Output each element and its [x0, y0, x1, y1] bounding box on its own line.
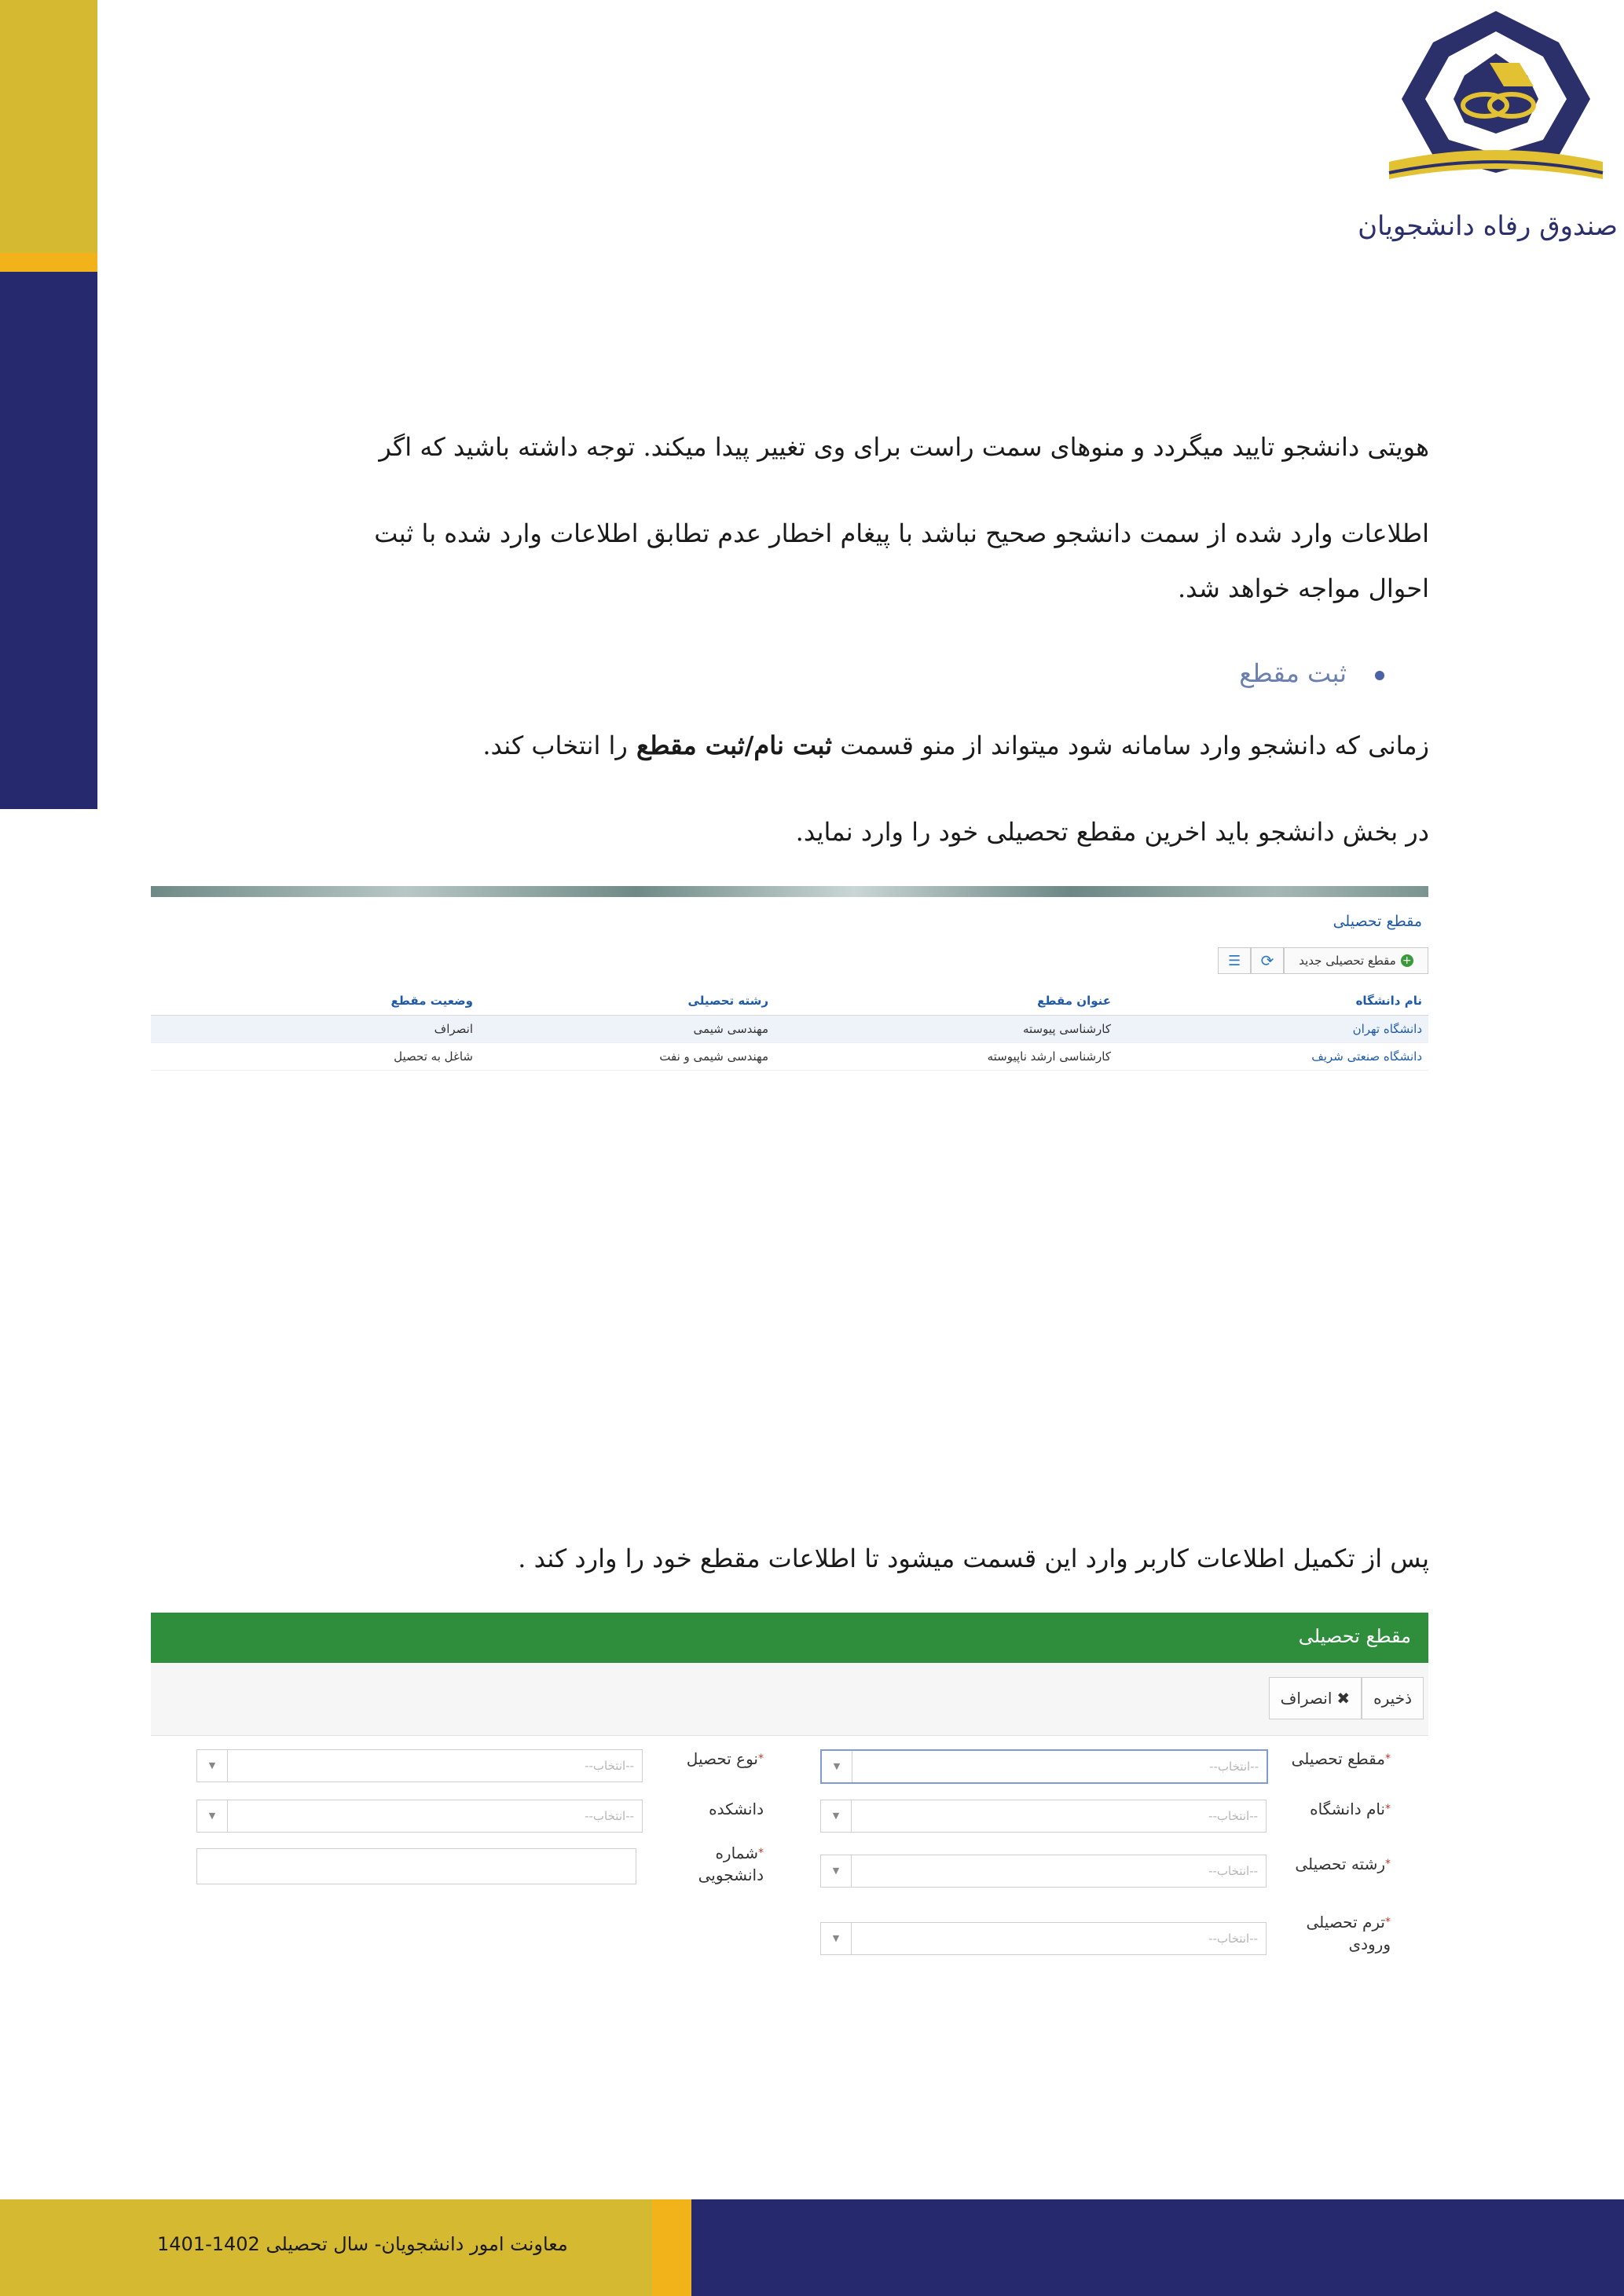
refresh-icon[interactable]: ⟳: [1251, 947, 1284, 974]
study-type-select[interactable]: --انتخاب-- ▼: [196, 1749, 643, 1782]
paragraph-4: [482, 731, 1429, 760]
table-row[interactable]: [151, 1043, 1428, 1071]
major-select[interactable]: --انتخاب-- ▼: [820, 1855, 1267, 1888]
side-bar-blue: [0, 272, 97, 809]
paragraph-3: احوال مواجه خواهد شد.: [1177, 573, 1429, 603]
table-cell: کارشناسی پیوسته: [775, 1016, 1117, 1043]
close-icon: ✖: [1336, 1689, 1351, 1708]
paragraph-6: پس از تکمیل اطلاعات کاربر وارد این قسمت میشود تا اطلاعات مقطع خود را وارد کند .: [518, 1543, 1429, 1573]
side-bar-yellow: [0, 0, 97, 253]
paragraph-5: در بخش دانشجو باید اخرین مقطع تحصیلی خود را وارد نماید.: [795, 817, 1429, 847]
side-bar-stripe: [0, 253, 97, 272]
major-label: *رشته تحصیلی: [1295, 1855, 1391, 1873]
footer-text: معاونت امور دانشجویان- سال تحصیلی 1402-1401: [157, 2233, 568, 2255]
paragraph-1: هویتی دانشجو تایید میگردد و منوهای سمت راست برای وی تغییر پیدا میکند. توجه داشته باشید که اگر: [379, 432, 1429, 462]
new-degree-label: مقطع تحصیلی جدید: [1299, 954, 1396, 968]
cancel-button[interactable]: [1269, 1677, 1362, 1719]
chevron-down-icon: ▼: [197, 1750, 228, 1782]
chevron-down-icon: ▼: [821, 1923, 852, 1954]
bullet-text: ثبت مقطع: [1239, 658, 1347, 688]
chevron-down-icon: ▼: [821, 1855, 852, 1887]
paragraph-2: اطلاعات وارد شده از سمت دانشجو صحیح نباشد با پیغام اخطار عدم تطابق اطلاعات وارد شده با ثبت: [374, 518, 1429, 548]
chevron-down-icon: ▼: [197, 1800, 228, 1832]
chevron-down-icon: ▼: [821, 1800, 852, 1832]
fund-logo-icon: [1373, 5, 1619, 187]
logo-text: صندوق رفاه دانشجویان: [1358, 211, 1618, 242]
table-cell: انصراف: [151, 1016, 479, 1043]
form-toolbar: [151, 1663, 1428, 1736]
plus-icon: +: [1401, 954, 1413, 967]
column-header: نام دانشگاه: [1117, 987, 1428, 1016]
list-toolbar: [1218, 947, 1428, 974]
study-type-label: *نوع تحصیل: [686, 1749, 764, 1768]
entry-term-label: *ترم تحصیلی ورودی: [1306, 1913, 1391, 1954]
form-title: مقطع تحصیلی: [1298, 1625, 1411, 1647]
new-degree-button[interactable]: [1284, 947, 1428, 974]
table-cell: شاغل به تحصیل: [151, 1043, 479, 1071]
column-header: رشته تحصیلی: [479, 987, 775, 1016]
entry-term-select[interactable]: --انتخاب-- ▼: [820, 1922, 1267, 1955]
list-icon[interactable]: ☰: [1218, 947, 1251, 974]
degree-list-screenshot: [151, 886, 1428, 1082]
footer-blue-band: [691, 2199, 1624, 2296]
university-label: *نام دانشگاه: [1310, 1800, 1391, 1818]
student-number-label: *شماره دانشجویی: [698, 1844, 764, 1884]
table-cell: کارشناسی ارشد ناپیوسته: [775, 1043, 1117, 1071]
cancel-label: انصراف: [1280, 1689, 1333, 1708]
form-buttons: [1269, 1677, 1424, 1719]
chevron-down-icon: ▼: [822, 1751, 852, 1782]
degree-form-screenshot: [151, 1613, 1428, 1988]
footer-accent-band: [652, 2199, 691, 2296]
p4-end: را انتخاب کند.: [482, 731, 628, 760]
table-cell: مهندسی شیمی: [479, 1016, 775, 1043]
list-title: مقطع تحصیلی: [1333, 913, 1422, 930]
university-select[interactable]: --انتخاب-- ▼: [820, 1800, 1267, 1833]
table-cell: مهندسی شیمی و نفت: [479, 1043, 775, 1071]
bullet-heading: [1239, 658, 1384, 688]
degree-select[interactable]: --انتخاب-- ▼: [820, 1749, 1268, 1784]
faculty-label: دانشکده: [709, 1800, 764, 1818]
degree-table: [151, 987, 1428, 1071]
degree-label: *مقطع تحصیلی: [1291, 1749, 1391, 1768]
table-header-row: [151, 987, 1428, 1016]
student-number-input[interactable]: [196, 1848, 636, 1884]
table-row[interactable]: [151, 1016, 1428, 1043]
bullet-icon: [1375, 671, 1384, 680]
table-cell[interactable]: دانشگاه صنعتی شریف: [1117, 1043, 1428, 1071]
save-button[interactable]: ذخیره: [1362, 1677, 1424, 1719]
screenshot-top-bar: [151, 886, 1428, 897]
column-header: وضعیت مقطع: [151, 987, 479, 1016]
p4-bold: ثبت نام/ثبت مقطع: [627, 731, 833, 760]
table-cell[interactable]: دانشگاه تهران: [1117, 1016, 1428, 1043]
form-header: [151, 1613, 1428, 1663]
faculty-select[interactable]: --انتخاب-- ▼: [196, 1800, 643, 1833]
column-header: عنوان مقطع: [775, 987, 1117, 1016]
p4-start: زمانی که دانشجو وارد سامانه شود میتواند از منو قسمت: [832, 731, 1429, 760]
